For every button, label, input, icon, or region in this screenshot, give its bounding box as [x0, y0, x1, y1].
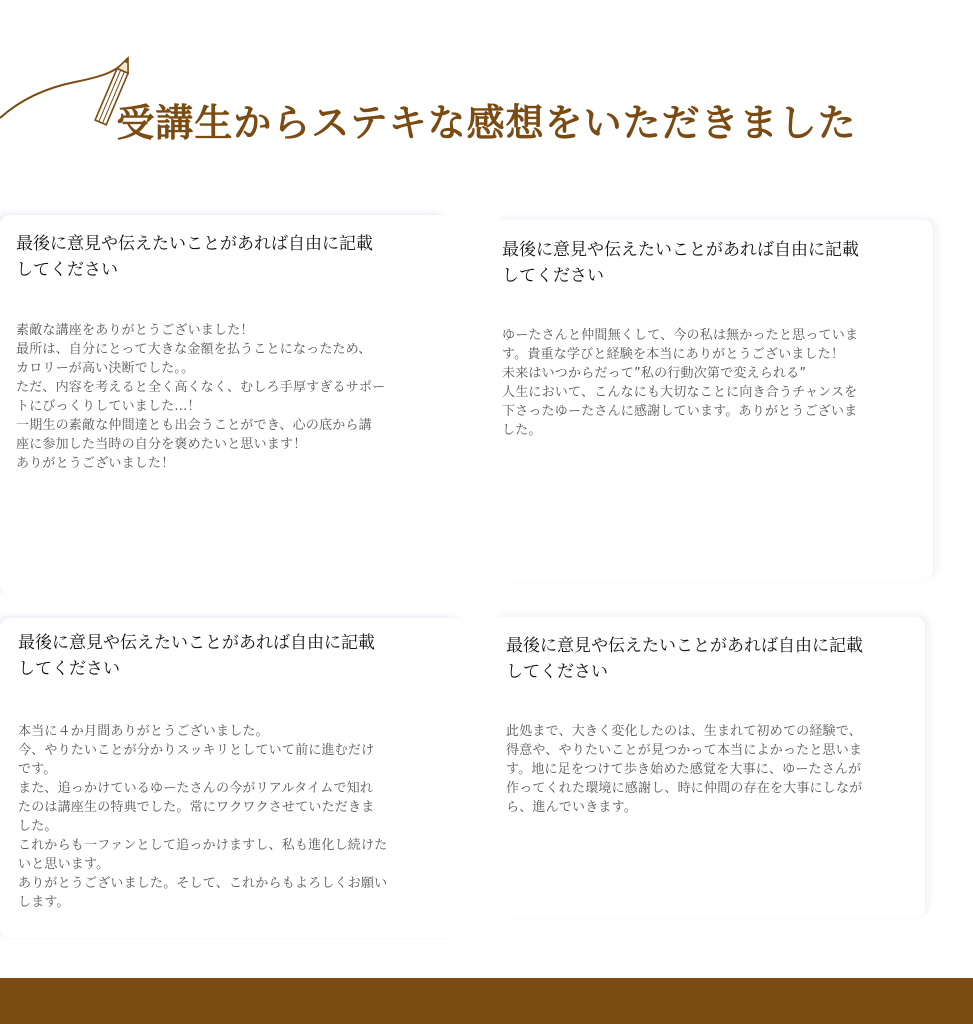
testimonial-answer: 素敵な講座をありがとうございました！ 最所は、自分にとって大きな金額を払うことになったため、 カロリーが高い決断でした。。 ただ、内容を考えると全く高くなく、むしろ手厚すぎるサポー トにびっくりしていました...！ 一期生の素敵な仲間達とも出会うことができ、心の底から講 座に参加した当時の自分を褒めたいと思います！ ありがとうございました！	[16, 323, 386, 471]
testimonial-answer: 本当に４か月間ありがとうございました。 今、やりたいことが分かりスッキリとしていて前に進むだけ です。 また、追っかけているゆーたさんの今がリアルタイムで知れ たのは講座生の特典でした。常にワクワクさせていただきま した。 これからも一ファンとして追っかけますし、私も進化し続けた いと思います。 ありがとうございました。そして、これからもよろしくお願い します。	[18, 724, 388, 910]
testimonial-question: 最後に意見や伝えたいことがあれば自由に記載 してください	[18, 633, 375, 679]
testimonial-question: 最後に意見や伝えたいことがあれば自由に記載 してください	[502, 240, 859, 286]
footer-bar	[0, 978, 973, 1024]
testimonial-answer: 此処まで、大きく変化したのは、生まれて初めての経験で、 得意や、やりたいことが見つかって本当によかったと思いま す。地に足をつけて歩き始めた感覚を大事に、ゆーたさんが 作ってくれた環境に感謝し、時に仲間の存在を大事にしなが ら、進んでいきます。	[506, 724, 863, 815]
testimonial-answer: ゆーたさんと仲間無くして、今の私は無かったと思っていま す。貴重な学びと経験を本当にありがとうございました！ 未来はいつからだって”私の行動次第で変えられる” 人生において、こんなにも大切なことに向き合うチャンスを 下さったゆーたさんに感謝しています。ありがとうございま した。	[502, 328, 859, 438]
testimonial-question: 最後に意見や伝えたいことがあれば自由に記載 してください	[16, 234, 373, 280]
page-title: 受講生からステキな感想をいただきました	[116, 101, 857, 145]
testimonial-question: 最後に意見や伝えたいことがあれば自由に記載 してください	[506, 636, 863, 682]
